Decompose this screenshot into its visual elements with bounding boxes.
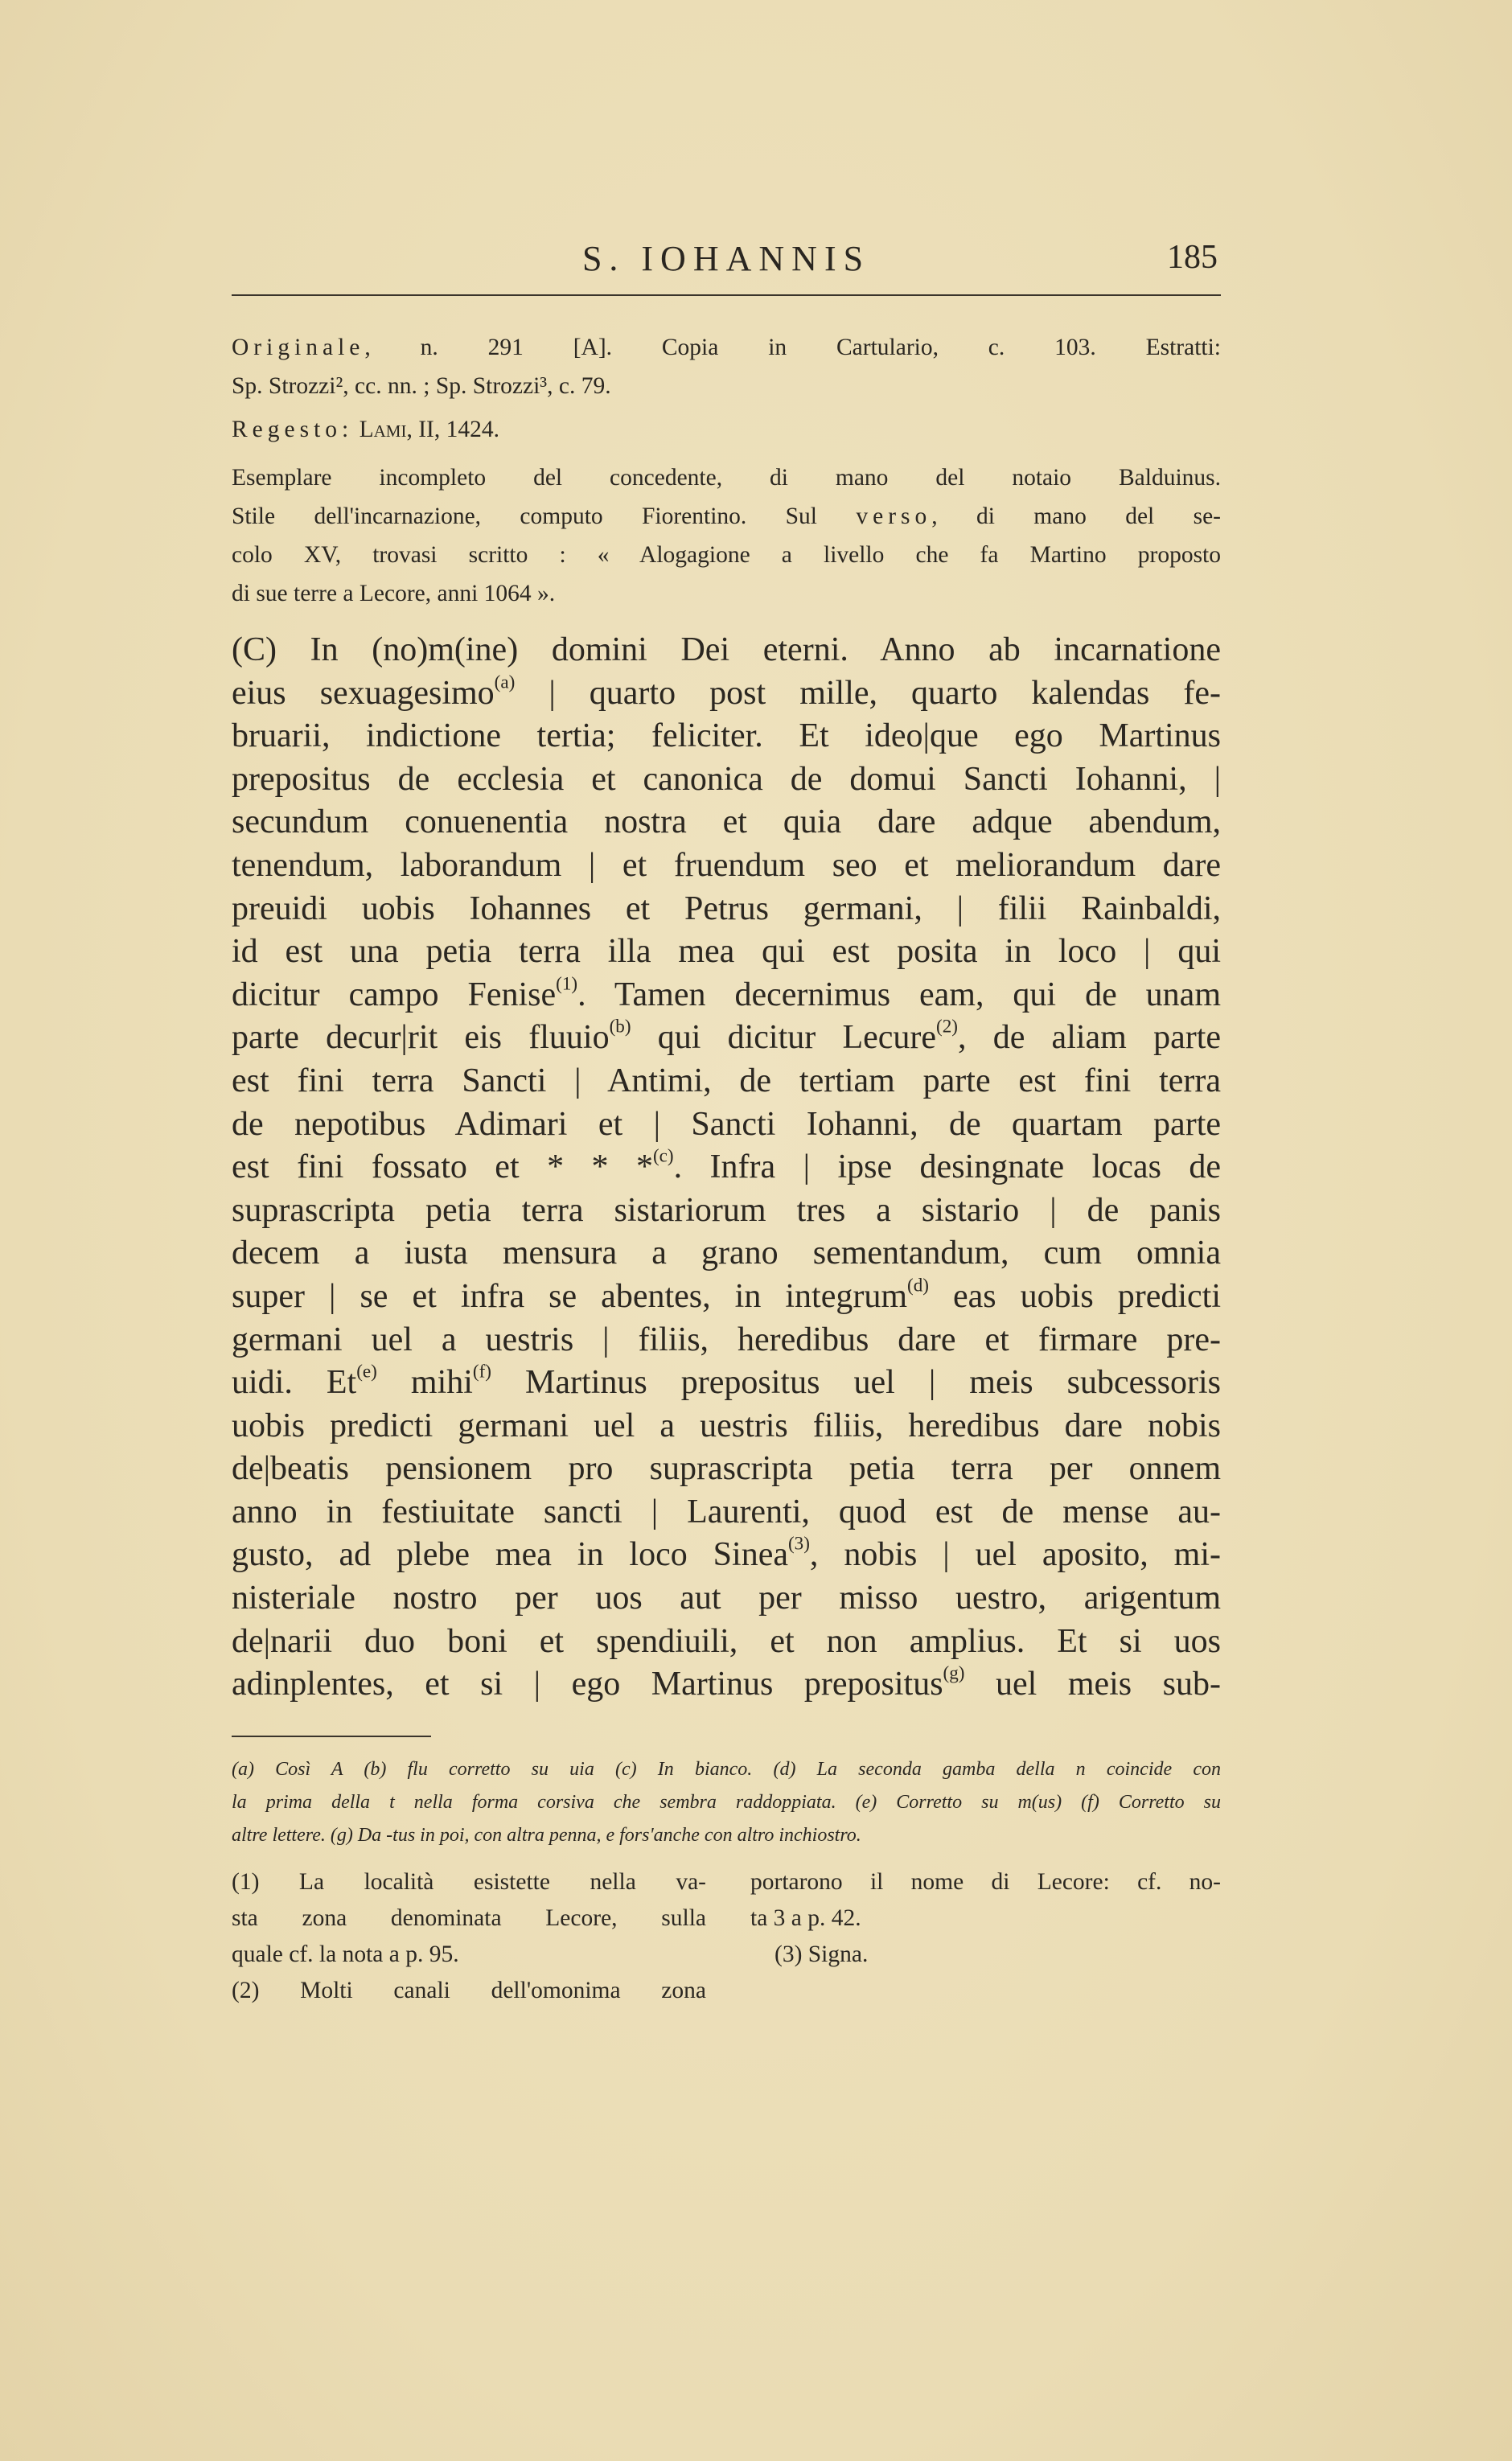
apparatus-marker: (d)	[907, 1274, 929, 1296]
apparatus-marker: (f)	[472, 1360, 491, 1382]
originale-line-1: Originale, n. 291 [A]. Copia in Cartulario, c. 103. Estratti:	[232, 335, 1221, 360]
apparatus-marker: (a)	[494, 670, 516, 692]
text-line: secundum conuenentia nostra et quia dare adque abendum,	[232, 803, 1221, 841]
footnote-line: (3) Signa.	[774, 1941, 869, 1967]
text-line: germani uel a uestris | filiis, heredibus dare et firmare pre-	[232, 1321, 1221, 1358]
apparatus-marker: (g)	[943, 1662, 965, 1683]
description-line-1: Esemplare incompleto del concedente, di mano del notaio Balduinus.	[232, 465, 1221, 491]
text-line: tenendum, laborandum | et fruendum seo et meliorandum dare	[232, 846, 1221, 884]
text-line: de nepotibus Adimari et | Sancti Iohanni, de quartam parte	[232, 1105, 1221, 1143]
text-line: (C) In (no)m(ine) domini Dei eterni. Anno ab incarnatione	[232, 631, 1221, 668]
regesto	[232, 410, 1221, 449]
text-line: decem a iusta mensura a grano sementandum, cum omnia	[232, 1235, 1221, 1272]
text-line: suprascripta petia terra sistariorum tres a sistario | de panis	[232, 1191, 1221, 1229]
text-line: uobis predicti germani uel a uestris filiis, heredibus dare nobis	[232, 1407, 1221, 1444]
originale-label: Originale	[232, 335, 365, 360]
text-line: de|narii duo boni et spendiuili, et non amplius. Et si uos	[232, 1622, 1221, 1660]
footnote-line: quale cf. la nota a p. 95.	[232, 1941, 459, 1967]
critical-apparatus	[232, 1753, 1221, 1852]
footnote-marker: (3)	[787, 1532, 810, 1554]
footnotes-right-column	[750, 1864, 1221, 1973]
text-line: gusto, ad plebe mea in loco Sinea$^{(3)}$, nobis | uel aposito, mi-	[232, 1532, 1221, 1574]
footnote-line: (2) Molti canali dell'omonima zona	[232, 1978, 706, 2003]
source-info	[232, 328, 1221, 405]
text-line: uidi. Et$^{(e)}$ mihi$^{(f)}$ Martinus prepositus uel | meis subcessoris	[232, 1360, 1221, 1402]
description-line-4: di sue terre a Lecore, anni 1064 ».	[232, 581, 556, 606]
footnote-line: (1) La località esistette nella va-	[232, 1869, 706, 1895]
text-line: est fini fossato et * * *$^{(c)}$. Infra | ipse desingnate locas de	[232, 1144, 1221, 1186]
description-line-2: Stile dell'incarnazione, computo Fiorentino. Sul verso, di mano del se-	[232, 503, 1221, 529]
footnote-line: sta zona denominata Lecore, sulla	[232, 1905, 706, 1931]
apparatus-line: (a) Così A (b) flu corretto su uia (c) In bianco. (d) La seconda gamba della n coincide con	[232, 1759, 1221, 1780]
page-header	[232, 238, 1221, 286]
page-number: 185	[1167, 239, 1218, 276]
apparatus-marker: (e)	[356, 1360, 377, 1382]
footnote-line: portarono il nome di Lecore: cf. no-	[750, 1869, 1221, 1895]
verso-word: verso	[856, 503, 932, 529]
apparatus-rule	[232, 1736, 431, 1737]
text-line: prepositus de ecclesia et canonica de domui Sancti Iohanni, |	[232, 760, 1221, 798]
regesto-label: Regesto:	[232, 417, 354, 442]
text-line: adinplentes, et si | ego Martinus prepositus$^{(g)}$ uel meis sub-	[232, 1662, 1221, 1703]
footnote-line: ta 3 a p. 42.	[750, 1905, 861, 1931]
text-line: dicitur campo Fenise$^{(1)}$. Tamen decernimus eam, qui de unam	[232, 972, 1221, 1013]
text-line: eius sexuagesimo$^{(a)}$ | quarto post mille, quarto kalendas fe-	[232, 670, 1221, 712]
apparatus-line: la prima della t nella forma corsiva che sembra raddoppiata. (e) Corretto su m(us) (f) Corretto su	[232, 1792, 1221, 1813]
footnotes	[232, 1864, 1221, 2017]
text-line: anno in festiuitate sancti | Laurenti, quod est de mense au-	[232, 1493, 1221, 1530]
originale-line-2: Sp. Strozzi², cc. nn. ; Sp. Strozzi³, c. 79.	[232, 373, 611, 399]
text-line: de|beatis pensionem pro suprascripta petia terra per onnem	[232, 1450, 1221, 1488]
text-line: id est una petia terra illa mea qui est posita in loco | qui	[232, 933, 1221, 971]
text-line: bruarii, indictione tertia; feliciter. Et ideo|que ego Martinus	[232, 717, 1221, 755]
regesto-line: Regesto: Lami, II, 1424.	[232, 417, 500, 442]
text-line: est fini terra Sancti | Antimi, de tertiam parte est fini terra	[232, 1062, 1221, 1099]
description-line-3: colo XV, trovasi scritto : « Alogagione a livello che fa Martino proposto	[232, 542, 1221, 568]
text-line: preuidi uobis Iohannes et Petrus germani, | filii Rainbaldi,	[232, 889, 1221, 927]
text-line: nisteriale nostro per uos aut per misso uestro, arigentum	[232, 1580, 1221, 1617]
header-rule	[232, 294, 1221, 296]
regesto-author: Lami	[359, 417, 407, 442]
footnote-marker: (1)	[556, 972, 578, 994]
text-line: super | se et infra se abentes, in integrum$^{(d)}$ eas uobis predicti	[232, 1274, 1221, 1315]
text-line: parte decur|rit eis fluuio$^{(b)}$ qui dicitur Lecure$^{(2)}$, de aliam parte	[232, 1015, 1222, 1057]
document-text	[232, 629, 1221, 1707]
apparatus-marker: (c)	[652, 1144, 674, 1166]
apparatus-line: altre lettere. (g) Da -tus in poi, con altra penna, e fors'anche con altro inchiostro.	[232, 1825, 861, 1846]
apparatus-marker: (b)	[609, 1015, 631, 1037]
description	[232, 458, 1221, 613]
footnotes-left-column	[232, 1864, 706, 2009]
footnote-marker: (2)	[936, 1015, 958, 1037]
running-title: S. IOHANNIS	[581, 239, 871, 278]
